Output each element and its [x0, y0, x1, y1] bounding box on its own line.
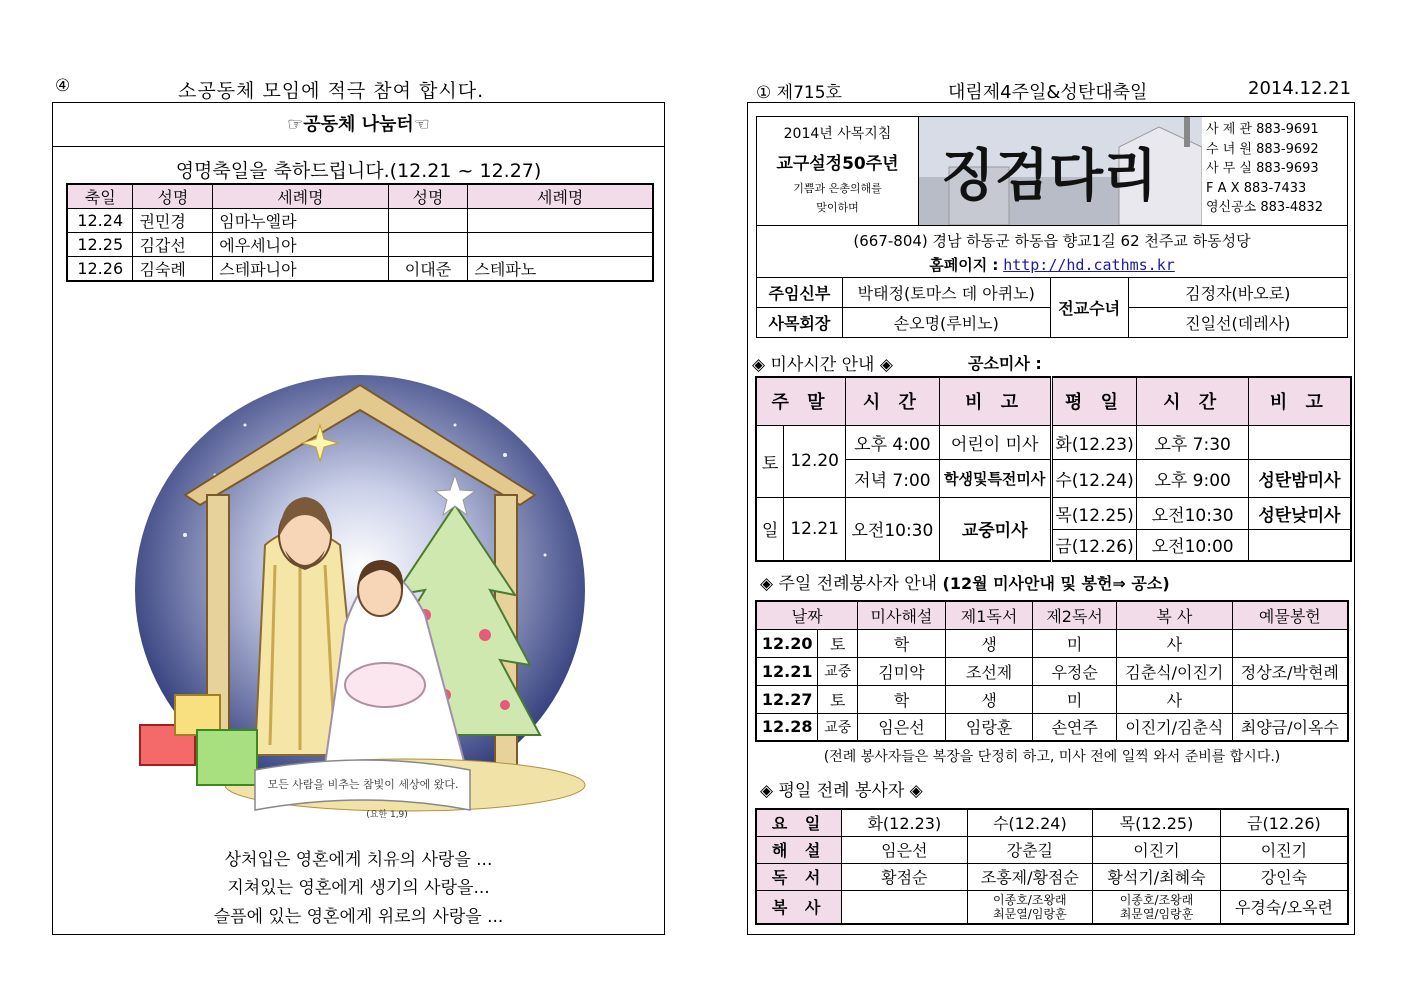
- mass-time: 오후 4:00: [846, 425, 940, 459]
- mass-time: 오전10:30: [846, 497, 940, 561]
- table-row: [67, 257, 653, 282]
- mass-day: 일: [756, 497, 784, 561]
- serve-note: (전례 봉사자들은 복장을 단정히 하고, 미사 전에 일찍 와서 준비를 합시다.): [823, 749, 1281, 765]
- table-cell: [468, 209, 653, 233]
- sister-name: 김정자(바오로): [1128, 278, 1347, 308]
- row-label: 해 설: [756, 836, 842, 863]
- bulletin-title: 대림제4주일&성탄대축일: [948, 82, 1148, 103]
- weekday-note: 성탄낮미사: [1248, 497, 1351, 529]
- mass-heading: ◈ 미사시간 안내 ◈: [752, 355, 893, 375]
- banner-reference: (요한 1,9): [366, 810, 408, 820]
- weekday-time: 오후 9:00: [1137, 459, 1248, 497]
- poem-line: 슬픔에 있는 영혼에게 위로의 사랑을 ...: [213, 907, 504, 927]
- contact-list: [1206, 120, 1346, 218]
- motto-sub: 기쁨과 은총의해를: [793, 182, 882, 195]
- weekday-note: [1248, 425, 1351, 459]
- community-box-title: ☞공동체 나눔터☜: [52, 103, 665, 147]
- row-label: 복 사: [756, 890, 842, 924]
- mission-mass-label: 공소미사 :: [968, 354, 1042, 373]
- table-cell: [388, 209, 468, 233]
- council-name: 손오명(루비노): [842, 308, 1050, 338]
- poem-line: 상처입은 영혼에게 치유의 사랑을 ...: [224, 850, 493, 870]
- weekday-day: 목(12.25): [1051, 497, 1137, 529]
- table-row: 독 서 황점순 조홍제/황점순 황석기/최혜숙 강인숙: [756, 863, 1348, 890]
- issue-label: [756, 78, 842, 103]
- table-header: 축일: [67, 184, 133, 209]
- table-header: 제2독서: [1033, 601, 1117, 629]
- contact-row: 영신공소 883-4832: [1206, 200, 1323, 215]
- table-row: 12.27 토 학 생 미 사: [756, 685, 1348, 713]
- table-cell: 12.24: [67, 209, 133, 233]
- table-header: 금(12.26): [1220, 809, 1348, 836]
- nativity-illustration: [125, 365, 595, 830]
- table-header: 성명: [133, 184, 213, 209]
- motto-year: 2014년 사목지침: [783, 126, 892, 142]
- mass-schedule-table: [755, 376, 1352, 562]
- staff-table: [756, 277, 1348, 338]
- poem-line: 지쳐있는 영혼에게 생기의 사랑을...: [227, 878, 490, 898]
- table-row: 12.20 토 학 생 미 사: [756, 629, 1348, 657]
- page-number: ④: [55, 76, 71, 96]
- address-box: [756, 226, 1348, 278]
- table-row: 복 사 이종호/조왕래 최문열/임랑훈 이종호/조왕래 최문열/임랑훈 우경숙/오옥련: [756, 890, 1348, 924]
- table-cell: 스테파니아: [213, 257, 388, 282]
- homepage-link[interactable]: http://hd.cathms.kr: [1003, 256, 1175, 274]
- table-cell: 에우세니아: [213, 233, 388, 257]
- contact-row: F A X 883-7433: [1206, 180, 1307, 196]
- table-row: 해 설 임은선 강춘길 이진기 이진기: [756, 836, 1348, 863]
- table-header: 평 일: [1051, 377, 1137, 425]
- page-title: 소공동체 모임에 적극 참여 합시다.: [178, 80, 485, 102]
- page-number: ①: [756, 83, 772, 103]
- mass-note: 어린이 미사: [939, 425, 1051, 459]
- bulletin-date: 2014.12.21: [1248, 78, 1352, 99]
- parish-address: (667-804) 경남 하동군 하동읍 향교1길 62 천주교 하동성당: [853, 232, 1251, 250]
- table-cell: [468, 233, 653, 257]
- table-header: 성명: [388, 184, 468, 209]
- weekday-servers-table: [755, 808, 1349, 925]
- table-cell: 12.26: [67, 257, 133, 282]
- masthead-logo: [919, 117, 1202, 225]
- row-label: 독 서: [756, 863, 842, 890]
- mass-date: 12.20: [784, 425, 846, 497]
- table-header: 날짜: [756, 601, 858, 629]
- table-header: 비 고: [1248, 377, 1351, 425]
- mass-note: 교중미사: [939, 497, 1051, 561]
- weekday-day: 화(12.23): [1051, 425, 1137, 459]
- weekday-note: [1248, 529, 1351, 561]
- table-cell: 김숙례: [133, 257, 213, 282]
- table-cell: 이대준: [388, 257, 468, 282]
- weekday-servers-heading: ◈ 평일 전례 봉사자 ◈: [760, 781, 923, 801]
- table-header: 요 일: [756, 809, 842, 836]
- motto-sub: 맞이하며: [816, 201, 859, 214]
- weekday-time: 오전10:00: [1137, 529, 1248, 561]
- council-label: 사목회장: [757, 308, 843, 338]
- table-cell: 12.25: [67, 233, 133, 257]
- table-cell: [388, 233, 468, 257]
- table-header: 예물봉헌: [1232, 601, 1348, 629]
- mass-note: 학생및특전미사: [939, 459, 1051, 497]
- mass-day: 토: [756, 425, 784, 497]
- table-row: [67, 209, 653, 233]
- table-cell: 임마누엘라: [213, 209, 388, 233]
- weekday-time: 오후 7:30: [1137, 425, 1248, 459]
- table-header: 수(12.24): [967, 809, 1093, 836]
- issue-number: 제715호: [776, 83, 842, 103]
- pastor-label: 주임신부: [757, 278, 843, 308]
- mass-time: 저녁 7:00: [846, 459, 940, 497]
- table-header: 시 간: [846, 377, 940, 425]
- table-header: 목(12.25): [1093, 809, 1221, 836]
- contact-row: 사 무 실 883-9693: [1206, 161, 1319, 176]
- pastor-name: 박태정(토마스 데 아퀴노): [842, 278, 1050, 308]
- table-header: 주 말: [756, 377, 846, 425]
- weekday-note: 성탄밤미사: [1248, 459, 1351, 497]
- table-header: 세례명: [468, 184, 653, 209]
- contact-row: 사 제 관 883-9691: [1206, 122, 1319, 137]
- table-cell: 스테파노: [468, 257, 653, 282]
- mass-date: 12.21: [784, 497, 846, 561]
- pastoral-motto: [757, 117, 919, 225]
- table-header: 세례명: [213, 184, 388, 209]
- contact-row: 수 녀 원 883-9692: [1206, 141, 1319, 157]
- table-header: 복 사: [1116, 601, 1232, 629]
- table-header: 시 간: [1137, 377, 1248, 425]
- table-row: [67, 233, 653, 257]
- weekday-day: 금(12.26): [1051, 529, 1137, 561]
- table-row: 12.21 교중 김미악 조선제 우정순 김춘식/이진기 정상조/박현례: [756, 657, 1348, 685]
- homepage-label: 홈페이지 :: [929, 256, 999, 274]
- table-header: 화(12.23): [842, 809, 967, 836]
- feast-heading: 영명축일을 축하드립니다.(12.21 ~ 12.27): [175, 160, 542, 182]
- feast-table: [66, 183, 654, 282]
- logo-text: 징검다리: [940, 143, 1158, 209]
- table-cell: 김갑선: [133, 233, 213, 257]
- sister-label: 전교수녀: [1050, 278, 1128, 338]
- sunday-servers-table: [755, 600, 1349, 742]
- motto-main: 교구설정50주년: [776, 154, 899, 174]
- table-header: 제1독서: [945, 601, 1033, 629]
- weekday-day: 수(12.24): [1051, 459, 1137, 497]
- weekday-time: 오전10:30: [1137, 497, 1248, 529]
- table-cell: 권민경: [133, 209, 213, 233]
- serve-heading: ◈ 주일 전례봉사자 안내 (12월 미사안내 및 봉헌⇒ 공소): [760, 574, 1170, 594]
- table-header: 미사해설: [858, 601, 946, 629]
- banner-text: 모든 사람을 비추는 참빛이 세상에 왔다.: [267, 778, 459, 791]
- table-row: 12.28 교중 임은선 임랑훈 손연주 이진기/김춘식 최양금/이옥수: [756, 713, 1348, 741]
- sister-name: 진일선(데레사): [1128, 308, 1347, 338]
- table-header: 비 고: [939, 377, 1051, 425]
